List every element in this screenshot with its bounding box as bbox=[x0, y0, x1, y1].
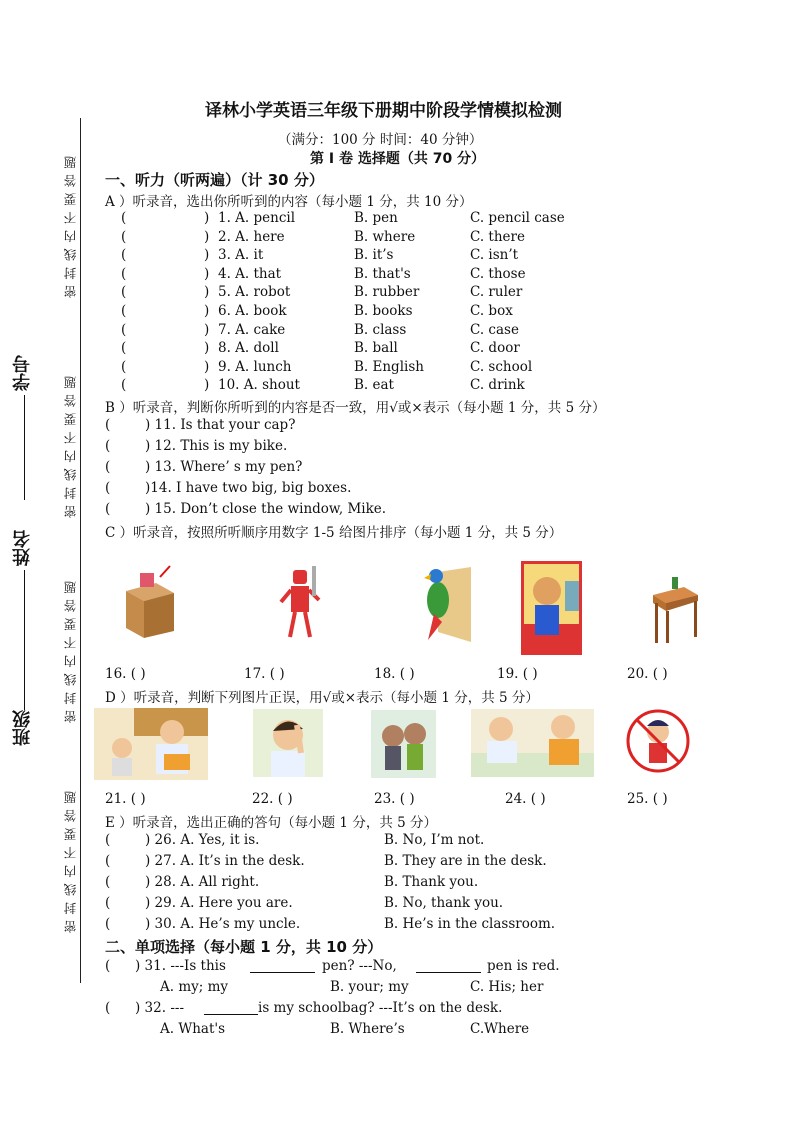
xingming-line bbox=[24, 570, 25, 710]
a-row-open-paren: ( bbox=[121, 265, 127, 282]
reading-children-picture bbox=[94, 708, 208, 780]
b-row-paren: ( bbox=[105, 417, 111, 433]
q32-option-b: B. Where’s bbox=[330, 1021, 405, 1037]
c-answer-label: 16. ( ) bbox=[105, 666, 146, 682]
a-row-open-paren: ( bbox=[121, 358, 127, 375]
a-row-close-paren[interactable]: ) bbox=[204, 247, 210, 264]
a-row-option-c: C. door bbox=[470, 340, 520, 357]
b-row-paren: ( bbox=[105, 501, 111, 517]
q32-paren: ( bbox=[105, 1000, 111, 1016]
a-row-option-a: 1. A. pencil bbox=[218, 210, 296, 226]
a-row-option-b: B. ball bbox=[354, 340, 398, 357]
e-row-option-b: B. Thank you. bbox=[384, 874, 479, 890]
a-row-option-b: B. pen bbox=[354, 210, 398, 226]
e-row-paren: ( bbox=[105, 853, 111, 869]
a-row-open-paren: ( bbox=[121, 321, 127, 338]
a-row-option-c: C. pencil case bbox=[470, 210, 565, 226]
e-row-paren: ( bbox=[105, 895, 111, 911]
d-answer-label: 22. ( ) bbox=[252, 791, 293, 807]
page-subtitle: （满分：100 分 时间：40 分钟） bbox=[278, 132, 483, 148]
b-row-paren: ( bbox=[105, 459, 111, 475]
a-row-option-c: C. school bbox=[470, 358, 533, 375]
a-row-open-paren: ( bbox=[121, 284, 127, 301]
b-row-paren: ( bbox=[105, 438, 111, 454]
c-answer-label: 19. ( ) bbox=[497, 666, 538, 682]
a-row-option-b: B. it’s bbox=[354, 247, 394, 264]
a-row-option-a: 2. A. here bbox=[218, 228, 285, 245]
a-row-option-c: C. there bbox=[470, 228, 525, 245]
a-row-option-b: B. eat bbox=[354, 377, 394, 394]
q31-text-b: pen? ---No, bbox=[322, 958, 397, 974]
a-row-open-paren: ( bbox=[121, 377, 127, 394]
q31-option-b: B. your; my bbox=[330, 979, 409, 995]
a-row-option-a: 10. A. shout bbox=[218, 377, 300, 394]
a-row-option-c: C. those bbox=[470, 265, 526, 282]
q31-blank-1[interactable] bbox=[250, 972, 315, 973]
seal-text-2: 密封线内不要答题 bbox=[63, 370, 78, 518]
e-row-option-a: ) 27. A. It’s in the desk. bbox=[145, 853, 305, 869]
xuehao-line bbox=[24, 395, 25, 500]
a-row-open-paren: ( bbox=[121, 247, 127, 264]
e-row-paren: ( bbox=[105, 916, 111, 932]
section-d-heading: D ）听录音，判断下列图片正误，用√或×表示（每小题 1 分，共 5 分） bbox=[105, 690, 539, 706]
a-row-close-paren[interactable]: ) bbox=[204, 321, 210, 338]
b-row-text: ) 12. This is my bike. bbox=[145, 438, 288, 454]
part1-title: 第 I 卷 选择题（共 70 分） bbox=[310, 151, 486, 167]
a-row-option-c: C. isn’t bbox=[470, 247, 519, 264]
q31-paren: ( bbox=[105, 958, 111, 974]
e-row-option-a: ) 30. A. He’s my uncle. bbox=[145, 916, 301, 932]
label-banji: 班级 bbox=[12, 710, 33, 746]
b-row-text: ) 13. Where’ s my pen? bbox=[145, 459, 303, 475]
a-row-option-c: C. case bbox=[470, 321, 519, 338]
c-answer-label: 17. ( ) bbox=[244, 666, 285, 682]
a-row-option-b: B. English bbox=[354, 358, 424, 375]
a-row-close-paren[interactable]: ) bbox=[204, 228, 210, 245]
section-b-heading: B ）听录音，判断你所听到的内容是否一致，用√或×表示（每小题 1 分，共 5 分） bbox=[105, 400, 606, 416]
q32-option-a: A. What's bbox=[160, 1021, 226, 1037]
b-row-text: ) 15. Don’t close the window, Mike. bbox=[145, 501, 387, 517]
a-row-option-b: B. books bbox=[354, 303, 413, 319]
a-row-close-paren[interactable]: ) bbox=[204, 358, 210, 375]
mice-picture bbox=[371, 710, 436, 778]
e-row-option-a: ) 29. A. Here you are. bbox=[145, 895, 293, 911]
a-row-option-a: 6. A. book bbox=[218, 303, 287, 319]
q31-option-a: A. my; my bbox=[160, 979, 229, 995]
c-answer-label: 18. ( ) bbox=[374, 666, 415, 682]
e-row-option-b: B. He’s in the classroom. bbox=[384, 916, 556, 932]
section1-heading: 一、听力（听两遍）（计 30 分） bbox=[105, 171, 324, 189]
a-row-option-b: B. rubber bbox=[354, 284, 420, 301]
a-row-close-paren[interactable]: ) bbox=[204, 284, 210, 301]
a-row-open-paren: ( bbox=[121, 340, 127, 357]
q31-text-a: ) 31. ---Is this bbox=[135, 958, 226, 974]
label-xuehao: 学号 bbox=[12, 355, 33, 391]
e-row-option-b: B. They are in the desk. bbox=[384, 853, 547, 869]
q31-blank-2[interactable] bbox=[416, 972, 481, 973]
section2-heading: 二、单项选择（每小题 1 分，共 10 分） bbox=[105, 938, 383, 956]
e-row-option-b: B. No, thank you. bbox=[384, 895, 504, 911]
a-row-option-a: 8. A. doll bbox=[218, 340, 279, 357]
no-shouting-picture bbox=[625, 708, 691, 774]
a-row-option-a: 9. A. lunch bbox=[218, 358, 292, 375]
binding-line bbox=[80, 118, 81, 983]
q31-text-c: pen is red. bbox=[487, 958, 560, 974]
q32-blank[interactable] bbox=[204, 1014, 258, 1015]
a-row-option-c: C. drink bbox=[470, 377, 525, 394]
a-row-option-b: B. where bbox=[354, 228, 416, 245]
robot-picture bbox=[278, 562, 323, 642]
e-row-paren: ( bbox=[105, 832, 111, 848]
a-row-close-paren[interactable]: ) bbox=[204, 377, 210, 394]
a-row-open-paren: ( bbox=[121, 303, 127, 319]
q32-option-c: C.Where bbox=[470, 1021, 530, 1037]
box-picture bbox=[120, 563, 180, 641]
a-row-option-c: C. ruler bbox=[470, 284, 523, 301]
c-answer-label: 20. ( ) bbox=[627, 666, 668, 682]
a-row-option-a: 5. A. robot bbox=[218, 284, 291, 301]
b-row-text: ) 11. Is that your cap? bbox=[145, 417, 296, 433]
d-answer-label: 25. ( ) bbox=[627, 791, 668, 807]
q31-option-c: C. His; her bbox=[470, 979, 544, 995]
a-row-open-paren: ( bbox=[121, 228, 127, 245]
b-row-text: )14. I have two big, big boxes. bbox=[145, 480, 352, 496]
a-row-close-paren[interactable]: ) bbox=[204, 340, 210, 357]
e-row-option-a: ) 28. A. All right. bbox=[145, 874, 260, 890]
classroom-picture bbox=[521, 561, 582, 655]
a-row-open-paren: ( bbox=[121, 210, 127, 226]
a-row-close-paren[interactable]: ) bbox=[204, 265, 210, 282]
desk-picture bbox=[650, 571, 700, 646]
boy-scratching-head-picture bbox=[253, 709, 323, 777]
a-row-option-a: 7. A. cake bbox=[218, 321, 286, 338]
d-answer-label: 21. ( ) bbox=[105, 791, 146, 807]
e-row-option-b: B. No, I’m not. bbox=[384, 832, 485, 848]
page-title: 译林小学英语三年级下册期中阶段学情模拟检测 bbox=[205, 101, 562, 121]
d-answer-label: 24. ( ) bbox=[505, 791, 546, 807]
e-row-option-a: ) 26. A. Yes, it is. bbox=[145, 832, 260, 848]
a-row-option-a: 4. A. that bbox=[218, 265, 282, 282]
a-row-option-b: B. that's bbox=[354, 265, 411, 282]
label-xingming: 姓名 bbox=[12, 530, 33, 566]
section-e-heading: E ）听录音，选出正确的答句（每小题 1 分，共 5 分） bbox=[105, 815, 437, 831]
b-row-paren: ( bbox=[105, 480, 111, 496]
seal-text-4: 密封线内不要答题 bbox=[63, 785, 78, 933]
a-row-option-b: B. class bbox=[354, 321, 407, 338]
seal-text-3: 密封线内不要答题 bbox=[63, 575, 78, 723]
d-answer-label: 23. ( ) bbox=[374, 791, 415, 807]
boy-and-girl-picture bbox=[471, 709, 594, 777]
section-a-heading: A ）听录音，选出你所听到的内容（每小题 1 分，共 10 分） bbox=[105, 194, 473, 210]
a-row-close-paren[interactable]: ) bbox=[204, 303, 210, 319]
e-row-paren: ( bbox=[105, 874, 111, 890]
parrot-picture bbox=[416, 562, 471, 644]
a-row-option-c: C. box bbox=[470, 303, 513, 319]
q32-text-b: is my schoolbag? ---It’s on the desk. bbox=[258, 1000, 503, 1016]
section-c-heading: C ）听录音，按照所听顺序用数字 1-5 给图片排序（每小题 1 分，共 5 分） bbox=[105, 525, 563, 541]
a-row-option-a: 3. A. it bbox=[218, 247, 264, 264]
q32-text-a: ) 32. --- bbox=[135, 1000, 185, 1016]
a-row-close-paren[interactable]: ) bbox=[204, 210, 210, 226]
seal-text-1: 密封线内不要答题 bbox=[63, 150, 78, 298]
